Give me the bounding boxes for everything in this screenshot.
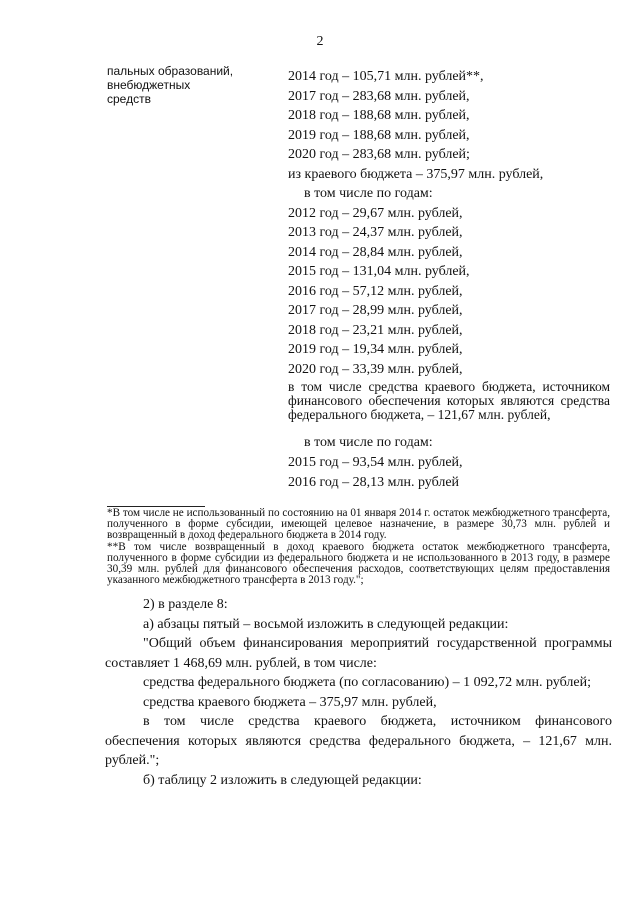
- funding-source-label: [107, 64, 272, 106]
- body-text: [105, 595, 612, 790]
- body-paragraph: б) таблицу 2 изложить в следующей редакции:: [143, 772, 422, 788]
- footnotes: [107, 508, 610, 586]
- left-label-line: пальных образований,: [107, 64, 234, 78]
- left-label-line: средств: [107, 92, 151, 106]
- funding-line: в том числе по годам:: [304, 186, 433, 201]
- body-paragraph: "Общий объем финансирования мероприятий государственной программы составляет 1 468,69 млн. рублей, в том числе:: [105, 636, 612, 671]
- footnote-2: **В том числе возвращенный в доход краевого бюджета остаток межбюджетного трансферта, полученного в форме субсидии из федерального бюджета и не использованного в 2013 году, в размере 30,39 млн. рублей для финансового обеспечения расходов, соответствующих целям предоставления указанного межбюджетного трансферта в 2013 году.";: [107, 540, 610, 587]
- body-paragraph: в том числе средства краевого бюджета, источником финансового обеспечения которых являются средства федерального бюджета, – 121,67 млн. рублей.";: [105, 714, 612, 768]
- funding-line: 2016 год – 57,12 млн. рублей,: [288, 283, 463, 299]
- footnote-1: *В том числе не использованный по состоянию на 01 января 2014 г. остаток межбюджетного трансферта, полученного в форме субсидии, имеющей целевое назначение, в размере 30,73 млн. рублей и возвращенный в доход федерального бюджета в 2014 году.: [107, 507, 610, 542]
- funding-line: 2019 год – 19,34 млн. рублей,: [288, 342, 463, 357]
- funding-line: 2017 год – 283,68 млн. рублей,: [288, 88, 470, 104]
- funding-line: 2016 год – 28,13 млн. рублей: [288, 475, 460, 490]
- body-paragraph: а) абзацы пятый – восьмой изложить в следующей редакции:: [143, 616, 509, 632]
- funding-line: 2012 год – 29,67 млн. рублей,: [288, 205, 463, 221]
- funding-line: 2015 год – 131,04 млн. рублей,: [288, 264, 470, 279]
- funding-line: 2014 год – 28,84 млн. рублей,: [288, 244, 463, 260]
- funding-line: 2013 год – 24,37 млн. рублей,: [288, 225, 463, 240]
- funding-line: 2018 год – 188,68 млн. рублей,: [288, 108, 470, 123]
- funding-line: 2017 год – 28,99 млн. рублей,: [288, 303, 463, 318]
- federal-share-paragraph: в том числе средства краевого бюджета, источником финансового обеспечения которых являются средства федерального бюджета, – 121,67 млн. рублей,: [288, 379, 610, 422]
- body-paragraph: средства краевого бюджета – 375,97 млн. рублей,: [143, 694, 437, 710]
- funding-line: 2015 год – 93,54 млн. рублей,: [288, 455, 463, 470]
- funding-line: из краевого бюджета – 375,97 млн. рублей,: [288, 166, 544, 182]
- body-paragraph: средства федерального бюджета (по согласованию) – 1 092,72 млн. рублей;: [143, 675, 591, 690]
- funding-line: 2020 год – 33,39 млн. рублей,: [288, 361, 463, 377]
- funding-line: 2019 год – 188,68 млн. рублей,: [288, 127, 470, 143]
- left-label-line: внебюджетных: [107, 78, 191, 92]
- body-paragraph: 2) в разделе 8:: [143, 597, 228, 612]
- funding-line: в том числе по годам:: [304, 435, 433, 450]
- funding-line: 2014 год – 105,71 млн. рублей**,: [288, 69, 484, 84]
- page-number: 2: [316, 34, 324, 49]
- funding-line: 2020 год – 283,68 млн. рублей;: [288, 147, 470, 162]
- funding-line: 2018 год – 23,21 млн. рублей,: [288, 322, 463, 338]
